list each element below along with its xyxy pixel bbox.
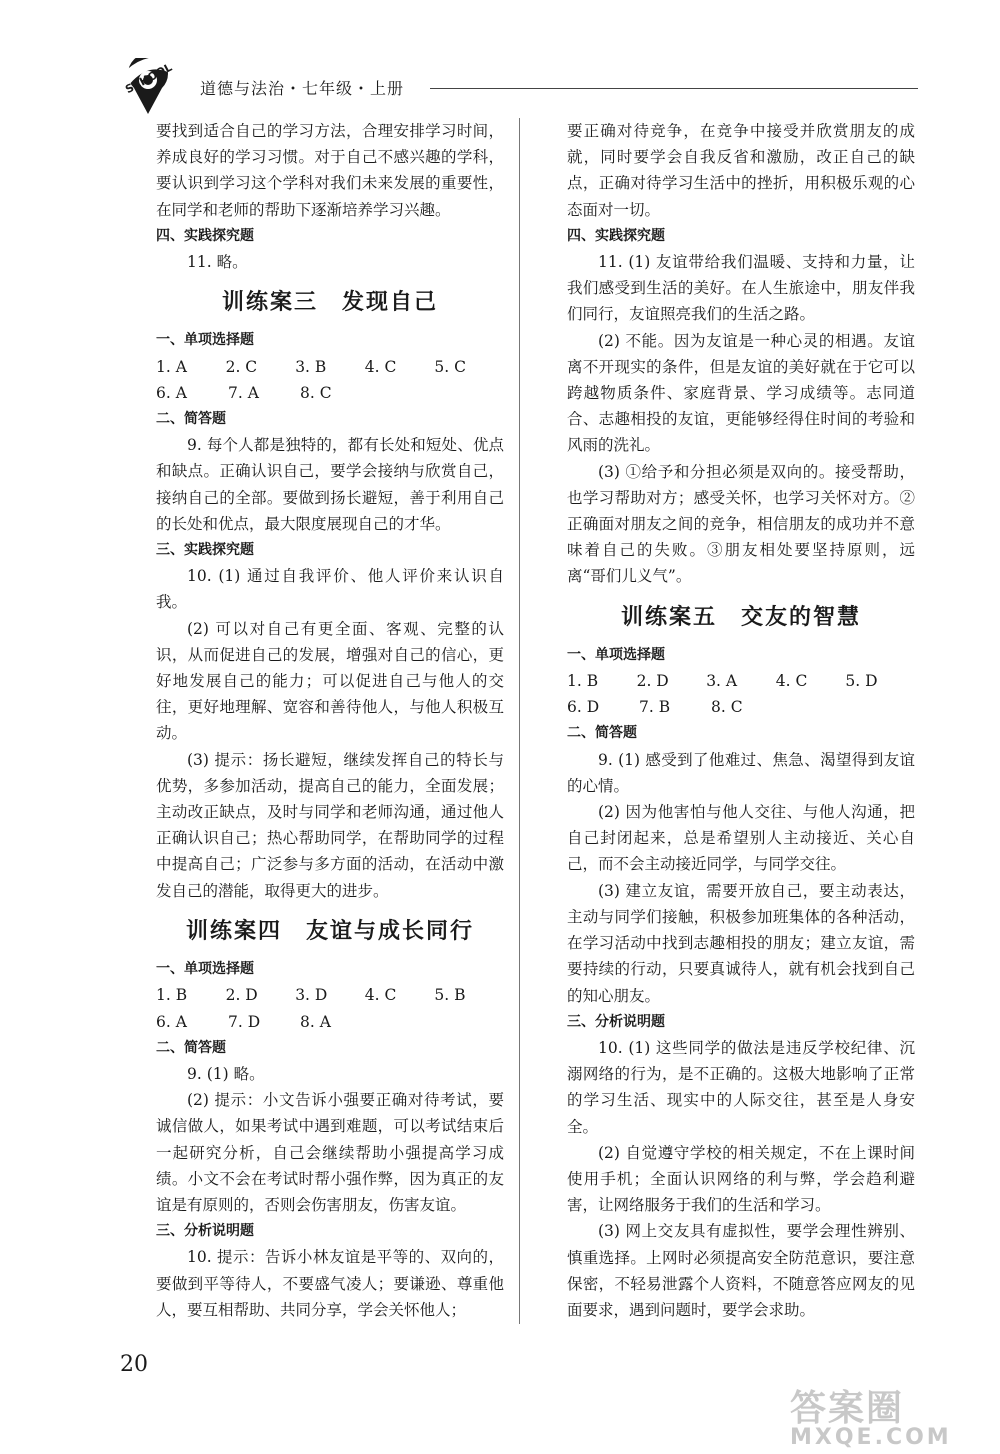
answer-paragraph: 要找到适合自己的学习方法，合理安排学习时间，养成良好的学习习惯。对于自己不感兴趣的学科，要认识到学习这个学科对我们未来发展的重要性，在同学和老师的帮助下逐渐培养学习兴趣。 [156,122,504,219]
lesson-number: 训练案四 [185,918,282,944]
section-heading: 一、单项选择题 [156,332,254,349]
answer-paragraph: (2) 因为他害怕与他人交往、与他人沟通，把自己封闭起来，总是希望别人主动接近、关心自己，而不会主动接近同学，与同学交往。 [567,803,915,874]
choice-answer: 7. B [639,698,671,717]
answer-paragraph: (2) 不能。因为友谊是一种心灵的相遇。友谊离不开现实的条件，但是友谊的美好就在于它可以跨越物质条件、家庭背景、学习成绩等。志同道合、志趣相投的友谊，更能够经得住时间的考验和风雨的洗礼。 [567,331,915,455]
choice-answer: 3. A [706,672,738,691]
section-heading: 四、实践探究题 [156,227,254,244]
header-rule [430,88,918,89]
lesson-title [156,919,504,945]
choice-answer: 6. D [567,698,600,717]
lesson-number: 训练案三 [221,290,318,316]
choice-answer: 5. C [434,357,466,376]
answer-paragraph: 10. (1) 通过自我评价、他人评价来认识自我。 [156,567,504,612]
school-logo [118,58,190,118]
section-heading: 一、单项选择题 [567,646,665,663]
column-divider [519,118,520,1324]
answer-row [156,982,504,1008]
choice-answer: 6. A [156,383,187,402]
watermark-line1: 答案圈 [790,1388,905,1429]
answer-paragraph: 10. (1) 这些同学的做法是违反学校纪律、沉溺网络的行为，是不正确的。这极大地影响了正常的学习生活、现实中的人际交往，甚至是人身安全。 [567,1038,915,1136]
answer-paragraph: (3) 网上交友具有虚拟性，要学会理性辨别、慎重选择。上网时必须提高安全防范意识，要注意保密，不轻易泄露个人资料，不随意答应网友的见面要求，遇到问题时，要学会求助。 [567,1222,915,1319]
answer-row [567,694,915,720]
section-heading: 二、简答题 [156,1039,226,1056]
choice-answer: 1. B [567,672,599,691]
choice-answer: 4. C [775,672,808,691]
answer-paragraph: (2) 提示：小文告诉小强要正确对待考试，要诚信做人，如果考试中遇到难题，可以考试结束后一起研究分析，自己会继续帮助小强提高学习成绩。小文不会在考试时帮小强作弊，因为真正的友谊是有原则的，否则会伤害朋友，伤害友谊。 [156,1091,504,1214]
watermark [790,1380,952,1450]
choice-answer: 2. C [225,357,258,376]
answer-paragraph: 11. (1) 友谊带给我们温暖、支持和力量，让我们感受到生活的美好。在人生旅途中，朋友伴我们同行，友谊照亮我们的生活之路。 [567,253,915,324]
answer-paragraph: 要正确对待竞争，在竞争中接受并欣赏朋友的成就，同时要学会自我反省和激励，改正自己的缺点，正确对待学习生活中的挫折，用积极乐观的心态面对一切。 [567,122,915,219]
choice-answer: 2. D [225,986,258,1005]
section-heading: 二、简答题 [156,411,226,428]
right-column [567,118,915,1323]
choice-answer: 8. C [300,383,332,402]
choice-answer: 4. C [364,986,397,1005]
answer-paragraph: (2) 可以对自己有更全面、客观、完整的认识，从而促进自己的发展，增强对自己的信心，更好地发展自己的能力；可以促进自己与他人的交往，更好地理解、宽容和善待他人，与他人积极互动。 [156,619,504,743]
answer-row [156,1009,504,1035]
answer-paragraph: 9. (1) 感受到了他难过、焦急、渴望得到友谊的心情。 [567,750,915,795]
section-heading: 二、简答题 [567,725,637,742]
book-title: 道德与法治・七年级・上册 [200,79,405,98]
choice-answer: 4. C [364,357,397,376]
logo-text: SCHOOL [123,60,175,97]
section-heading: 四、实践探究题 [567,227,665,244]
lesson-number: 训练案五 [620,604,717,630]
choice-answer: 2. D [636,672,669,691]
page-header [118,58,918,108]
answer-paragraph: (3) 提示：扬长避短，继续发挥自己的特长与优势，多参加活动，提高自己的能力，全面发展；主动改正缺点，及时与同学和老师沟通，通过他人正确认识自己；热心帮助同学，在帮助同学的过程中提高自己；广泛参与多方面的活动，在活动中激发自己的潜能，取得更大的进步。 [156,750,504,900]
choice-answer: 5. D [845,672,878,691]
answer-paragraph: 9. 每个人都是独特的，都有长处和短处、优点和缺点。正确认识自己，要学会接纳与欣赏自己，接纳自己的全部。要做到扬长避短，善于利用自己的长处和优点，最大限度展现自己的才华。 [156,436,504,533]
answer-paragraph: 11. 略。 [187,253,248,272]
watermark-line2: MXQE.COM [790,1425,952,1450]
choice-answer: 3. D [295,986,328,1005]
answer-row [567,668,915,694]
choice-answer: 7. D [228,1012,261,1031]
left-column [156,118,504,1323]
choice-answer: 3. B [295,357,327,376]
choice-answer: 5. B [434,986,466,1005]
lesson-title [567,605,915,631]
answer-paragraph: 10. 提示：告诉小林友谊是平等的、双向的，要做到平等待人，不要盛气凌人；要谦逊、尊重他人，要互相帮助、共同分享，学会关怀他人； [156,1248,504,1319]
choice-answer: 6. A [156,1012,187,1031]
section-heading: 一、单项选择题 [156,961,254,978]
section-heading: 三、分析说明题 [567,1013,665,1030]
page-number: 20 [120,1352,148,1377]
choice-answer: 1. A [156,357,187,376]
lesson-name: 交友的智慧 [741,604,862,630]
answer-paragraph: 9. (1) 略。 [187,1064,265,1083]
choice-answer: 1. B [156,986,188,1005]
section-heading: 三、分析说明题 [156,1223,254,1240]
answer-row [156,380,504,406]
section-heading: 三、实践探究题 [156,542,254,559]
choice-answer: 8. C [711,698,743,717]
choice-answer: 7. A [228,383,259,402]
lesson-name: 发现自己 [342,290,439,316]
choice-answer: 8. A [300,1012,331,1031]
answer-paragraph: (3) 建立友谊，需要开放自己，要主动表达，主动与同学们接触，积极参加班集体的各种活动，在学习活动中找到志趣相投的朋友；建立友谊，需要持续的行动，只要真诚待人，就有机会找到自己的知心朋友。 [567,881,915,1005]
answer-row [156,354,504,380]
lesson-title [156,290,504,316]
answer-paragraph: (2) 自觉遵守学校的相关规定，不在上课时间使用手机；全面认识网络的利与弊，学会趋利避害，让网络服务于我们的生活和学习。 [567,1143,915,1215]
answer-paragraph: (3) ①给予和分担必须是双向的。接受帮助，也学习帮助对方；感受关怀，也学习关怀对方。②正确面对朋友之间的竞争，相信朋友的成功并不意味着自己的失败。③朋友相处要坚持原则，远离“哥们儿义气”。 [567,462,915,586]
lesson-name: 友谊与成长同行 [306,918,475,944]
